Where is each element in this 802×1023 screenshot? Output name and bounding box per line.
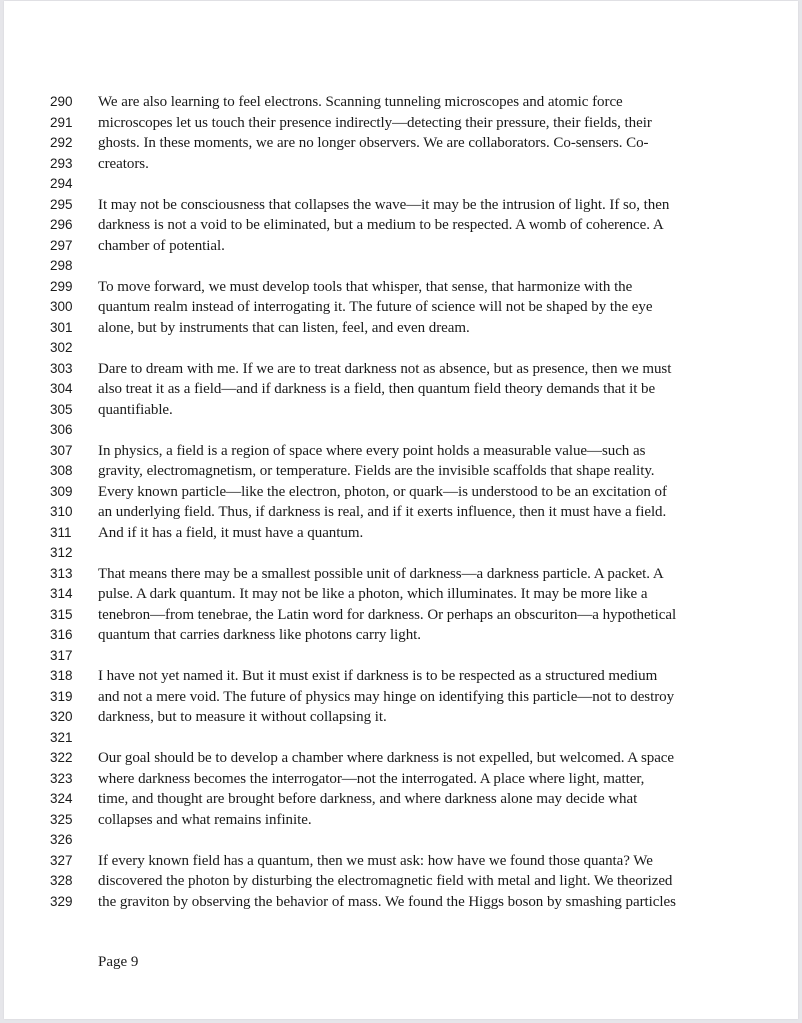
text-line [4,174,798,195]
line-text: collapses and what remains infinite. [98,811,312,828]
line-number: 299 [50,278,73,294]
line-number: 313 [50,565,73,581]
line-number: 294 [50,176,73,191]
line-number: 300 [50,299,73,314]
line-number: 297 [50,237,73,253]
text-line [4,769,798,790]
line-number: 301 [50,319,73,335]
text-line [4,666,798,687]
line-text: Dare to dream with me. If we are to treat darkness not as absence, but as presence, then we must [98,360,672,377]
text-line [4,318,798,339]
line-text: I have not yet named it. But it must exist if darkness is to be respected as a structured medium [98,668,658,684]
line-numbered-body [4,92,798,912]
line-number: 326 [50,832,73,847]
line-number: 308 [50,463,73,478]
text-line [4,379,798,400]
line-number: 292 [50,135,73,150]
line-number: 309 [50,483,73,499]
line-number: 306 [50,422,73,437]
text-line [4,728,798,749]
line-text: an underlying field. Thus, if darkness is real, and if it exerts influence, then it must have a field. [98,504,667,520]
text-line [4,851,798,872]
line-number: 295 [50,196,73,212]
text-line [4,892,798,913]
line-text: alone, but by instruments that can listen, feel, and even dream. [98,319,470,336]
text-line [4,523,798,544]
text-line [4,215,798,236]
line-number: 328 [50,873,73,888]
text-line [4,277,798,298]
line-number: 329 [50,893,73,909]
text-line [4,154,798,175]
text-line [4,461,798,482]
line-text: also treat it as a field—and if darkness is a field, then quantum field theory demands that it be [98,381,656,397]
line-text: gravity, electromagnetism, or temperature. Fields are the invisible scaffolds that shape reality. [98,463,655,479]
line-number: 324 [50,791,73,806]
line-text: We are also learning to feel electrons. Scanning tunneling microscopes and atomic force [98,94,623,110]
text-line [4,564,798,585]
line-text: Our goal should be to develop a chamber where darkness is not expelled, but welcomed. A space [98,750,675,766]
line-text: time, and thought are brought before darkness, and where darkness alone may decide what [98,791,638,807]
line-text: pulse. A dark quantum. It may not be like a photon, which illuminates. It may be more like a [98,586,648,602]
text-line [4,441,798,462]
text-line [4,789,798,810]
page-number: Page 9 [98,954,139,970]
text-line [4,502,798,523]
line-number: 316 [50,627,73,642]
line-number: 315 [50,606,73,622]
line-text: discovered the photon by disturbing the electromagnetic field with metal and light. We theorized [98,873,673,889]
text-line [4,707,798,728]
line-number: 319 [50,688,73,704]
text-line [4,871,798,892]
text-line [4,748,798,769]
line-number: 311 [50,524,72,540]
line-text: quantum that carries darkness like photons carry light. [98,627,421,643]
line-text: and not a mere void. The future of physics may hinge on identifying this particle—not to destroy [98,688,675,705]
text-line [4,400,798,421]
line-number: 327 [50,852,73,868]
line-number: 318 [50,668,73,683]
line-number: 310 [50,504,73,519]
line-text: And if it has a field, it must have a quantum. [98,524,364,541]
line-number: 307 [50,442,73,458]
text-line [4,297,798,318]
line-number: 302 [50,340,73,355]
line-number: 305 [50,401,73,417]
line-number: 303 [50,360,73,376]
line-number: 325 [50,811,73,827]
text-line [4,543,798,564]
line-text: the graviton by observing the behavior of mass. We found the Higgs boson by smashing particles [98,893,676,910]
line-number: 293 [50,155,73,171]
text-line [4,687,798,708]
text-line [4,359,798,380]
line-text: In physics, a field is a region of space where every point holds a measurable value—such as [98,442,646,459]
text-line [4,584,798,605]
text-line [4,236,798,257]
line-number: 290 [50,94,73,109]
line-number: 314 [50,586,73,601]
document-page [4,1,798,1019]
line-number: 312 [50,545,73,560]
text-line [4,256,798,277]
text-line [4,338,798,359]
line-number: 298 [50,258,73,273]
line-text: If every known field has a quantum, then we must ask: how have we found those quanta? We [98,852,653,869]
text-line [4,810,798,831]
line-number: 321 [50,729,73,745]
text-line [4,92,798,113]
text-line [4,113,798,134]
text-line [4,830,798,851]
line-text: quantifiable. [98,401,173,418]
text-line [4,625,798,646]
line-text: That means there may be a smallest possible unit of darkness—a darkness particle. A packet. A [98,565,664,582]
line-text: where darkness becomes the interrogator—not the interrogated. A place where light, matter, [98,770,645,787]
line-text: creators. [98,155,149,172]
line-text: tenebron—from tenebrae, the Latin word for darkness. Or perhaps an obscuriton—a hypothetical [98,606,677,623]
line-text: To move forward, we must develop tools that whisper, that sense, that harmonize with the [98,278,633,295]
line-text: darkness is not a void to be eliminated, but a medium to be respected. A womb of coherence. A [98,217,664,233]
line-text: chamber of potential. [98,237,225,254]
line-text: darkness, but to measure it without collapsing it. [98,709,387,725]
line-number: 322 [50,750,73,765]
line-number: 291 [50,114,73,130]
line-number: 320 [50,709,73,724]
line-text: ghosts. In these moments, we are no longer observers. We are collaborators. Co-sensers. Co- [98,135,649,151]
line-number: 304 [50,381,73,396]
text-line [4,646,798,667]
line-text: quantum realm instead of interrogating it. The future of science will not be shaped by the eye [98,299,653,315]
text-line [4,605,798,626]
line-number: 296 [50,217,73,232]
text-line [4,482,798,503]
text-line [4,420,798,441]
line-text: It may not be consciousness that collapses the wave—it may be the intrusion of light. If so, then [98,196,670,213]
line-text: Every known particle—like the electron, photon, or quark—is understood to be an excitation of [98,483,667,500]
line-number: 323 [50,770,73,786]
text-line [4,195,798,216]
line-number: 317 [50,647,73,663]
text-line [4,133,798,154]
line-text: microscopes let us touch their presence indirectly—detecting their pressure, their fields, their [98,114,652,131]
